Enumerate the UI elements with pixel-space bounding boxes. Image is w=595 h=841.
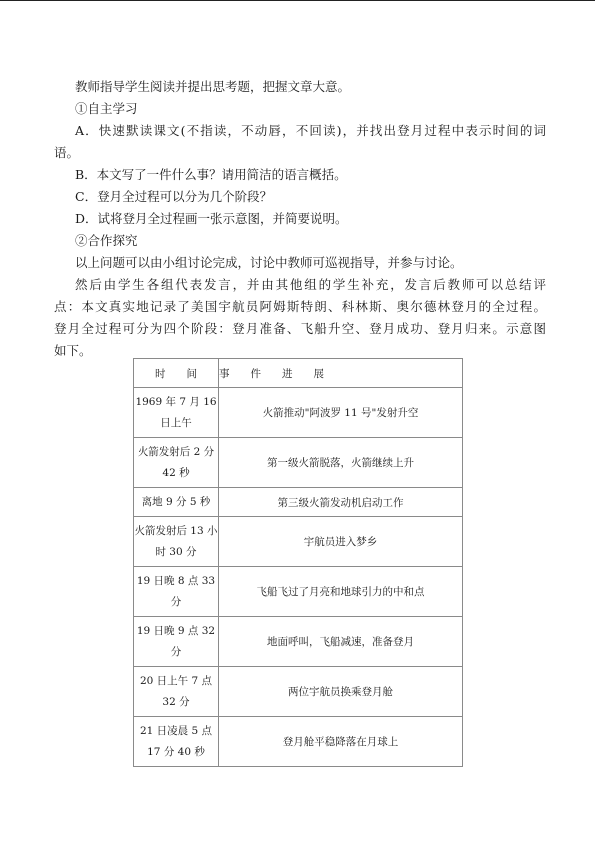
row-time: 离地 9 分 5 秒 — [134, 488, 219, 517]
row-event: 火箭推动"阿波罗 11 号"发射升空 — [219, 388, 463, 438]
moon-landing-timeline-table — [133, 358, 463, 767]
row-time: 火箭发射后 13 小时 30 分 — [134, 517, 219, 567]
table-row — [134, 567, 463, 617]
summary-line2: 点：本文真实地记录了美国宇航员阿姆斯特朗、科林斯、奥尔德林登月的全过程。 — [54, 299, 546, 314]
question-a-line1: A．快速默读课文(不指读，不动唇，不回读)，并找出登月过程中表示时间的词 — [75, 123, 546, 138]
table-row — [134, 717, 463, 767]
table-row — [134, 667, 463, 717]
cooperation-heading: ②合作探究 — [75, 233, 138, 248]
question-b: B．本文写了一件什么事？请用简洁的语言概括。 — [75, 167, 347, 182]
table-row — [134, 488, 463, 517]
intro-paragraph: 教师指导学生阅读并提出思考题，把握文章大意。 — [75, 79, 351, 94]
table-row — [134, 388, 463, 438]
summary-line3: 登月全过程可分为四个阶段：登月准备、飞船升空、登月成功、登月归来。示意图 — [54, 321, 546, 336]
row-time: 20 日上午 7 点 32 分 — [134, 667, 219, 717]
table-row — [134, 617, 463, 667]
table-header-row — [134, 359, 463, 388]
row-time: 19 日晚 8 点 33 分 — [134, 567, 219, 617]
question-c: C．登月全过程可以分为几个阶段？ — [75, 189, 273, 204]
row-event: 地面呼叫，飞船减速，准备登月 — [219, 617, 463, 667]
summary-line4: 如下。 — [54, 343, 92, 358]
question-a-line2: 语。 — [54, 145, 80, 160]
header-event: 事 件 进 展 — [219, 359, 463, 388]
row-event: 第一级火箭脱落，火箭继续上升 — [219, 438, 463, 488]
self-study-heading: ①自主学习 — [75, 101, 138, 116]
row-time: 19 日晚 9 点 32 分 — [134, 617, 219, 667]
row-event: 登月舱平稳降落在月球上 — [219, 717, 463, 767]
summary-line1: 然后由学生各组代表发言，并由其他组的学生补充，发言后教师可以总结评 — [75, 277, 546, 292]
document-body — [54, 76, 546, 362]
page-top-rule — [0, 0, 595, 1]
table-row — [134, 438, 463, 488]
row-event: 第三级火箭发动机启动工作 — [219, 488, 463, 517]
question-d: D．试将登月全过程画一张示意图，并简要说明。 — [75, 211, 348, 226]
row-event: 宇航员进入梦乡 — [219, 517, 463, 567]
cooperation-text: 以上问题可以由小组讨论完成，讨论中教师可巡视指导，并参与讨论。 — [75, 255, 463, 270]
table-row — [134, 517, 463, 567]
row-time: 21 日凌晨 5 点 17 分 40 秒 — [134, 717, 219, 767]
row-time: 1969 年 7 月 16 日上午 — [134, 388, 219, 438]
row-time: 火箭发射后 2 分 42 秒 — [134, 438, 219, 488]
row-event: 飞船飞过了月亮和地球引力的中和点 — [219, 567, 463, 617]
header-time: 时 间 — [134, 359, 219, 388]
row-event: 两位宇航员换乘登月舱 — [219, 667, 463, 717]
